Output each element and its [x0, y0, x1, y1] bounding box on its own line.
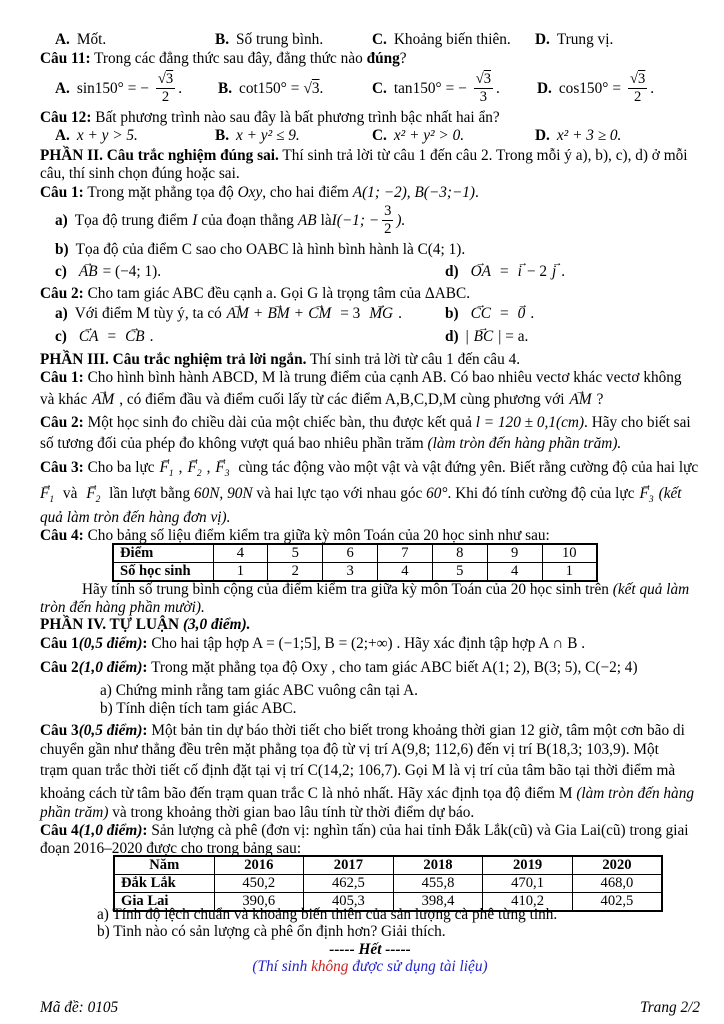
- vector-zero: 0 →: [518, 304, 526, 323]
- vector-F3: $F_3$ →: [215, 458, 229, 484]
- item-letter: c): [55, 328, 67, 345]
- fraction: $\frac{3}{2}$: [384, 203, 392, 237]
- table-cell: 455,8: [393, 875, 483, 893]
- trig-expression: cot150°: [239, 79, 287, 97]
- table-cell: 468,0: [572, 875, 662, 893]
- table-cell: 450,2: [214, 875, 304, 893]
- vector-MG: MG →: [369, 304, 393, 323]
- option-text: Khoảng biến thiên.: [393, 31, 511, 48]
- q10-option-d: [535, 30, 613, 49]
- points-label: (1,0 điểm): [78, 822, 143, 839]
- exam-code: Mã đề: 0105: [40, 999, 119, 1016]
- vector-F1: $F_1$ →: [40, 484, 54, 510]
- p3-q3-line2: $F_1$ → và $F_2$ → lần lượt bằng 60N, 90N và hai lực tạo với nhau góc 60°. Khi đó tính cường độ của lực $F_3$ → (kết: [40, 484, 700, 508]
- page-number: Trang 2/2: [640, 999, 700, 1016]
- exam-note: (Thí sinh không được sử dụng tài liệu): [252, 958, 488, 975]
- table-cell: Năm: [114, 856, 214, 875]
- question-label: Câu 1: [40, 635, 79, 652]
- table-cell: 2016: [214, 856, 304, 875]
- p3-q1-line2: và khác AM → , có điểm đầu và điểm cuối lấy từ các điểm A,B,C,D,M cùng phương với AM → ?: [40, 390, 700, 412]
- section2-heading: PHẦN II. Câu trắc nghiệm đúng sai. Thí sinh trả lời từ câu 1 đến câu 2. Trong mỗi ý a), b), c), d) ở mỗi: [40, 147, 688, 164]
- section4-heading: PHẦN IV. TỰ LUẬN (3,0 điểm).: [40, 616, 251, 633]
- q11-options-row: [40, 68, 700, 108]
- table-cell: Gia Lai: [114, 893, 214, 912]
- table-cell: 5: [268, 544, 323, 563]
- option-letter: B.: [218, 79, 233, 97]
- question-label: Câu 3: [40, 722, 79, 739]
- table-cell: 5: [432, 563, 487, 582]
- vector-CA: CA →: [79, 327, 99, 346]
- option-text: x² + 3 ≥ 0.: [556, 127, 622, 144]
- p3-q1-line1: Câu 1: Cho hình bình hành ABCD, M là trung điểm của cạnh AB. Có bao nhiêu vectơ khác vectơ không: [40, 369, 682, 386]
- option-letter: B.: [215, 127, 230, 144]
- p2-q1-item-c: c) AB → = (−4; 1).: [55, 262, 161, 281]
- end-divider: ----- Hết -----: [329, 941, 411, 958]
- p3-q3-line3: quả làm tròn đến hàng đơn vị).: [40, 509, 231, 526]
- p2-q1-items-cd: [40, 262, 700, 284]
- option-letter: A.: [55, 31, 70, 48]
- question-label: Câu 11:: [40, 50, 91, 67]
- question-label: Câu 3:: [40, 459, 84, 476]
- p2-q1-item-a: a) Tọa độ trung điểm I của đoạn thẳng AB là I(−1; − $\frac{3}{2}$ ).: [55, 203, 406, 237]
- table-cell: 2017: [304, 856, 394, 875]
- p2-q2-item-d: d) | BC → | = a.: [445, 327, 532, 346]
- option-letter: C.: [372, 79, 387, 97]
- sqrt-symbol: √: [475, 71, 484, 88]
- vector-CC: CC →: [471, 304, 491, 323]
- item-letter: c): [55, 263, 67, 280]
- table-cell: 410,2: [483, 893, 573, 912]
- p4-q2-item-a: a) Chứng minh rằng tam giác ABC vuông cân tại A.: [100, 682, 418, 699]
- vector-j: j →: [552, 262, 556, 281]
- table-cell: 402,5: [572, 893, 662, 912]
- table-cell: 4: [378, 563, 433, 582]
- table-cell: 3: [323, 563, 378, 582]
- table-row: [113, 563, 597, 582]
- question-label: Câu 12:: [40, 109, 92, 126]
- p4-q1-stem: Câu 1(0,5 điểm): Cho hai tập hợp A = (−1;5], B = (2;+∞) . Hãy xác định tập hợp A ∩ B .: [40, 635, 586, 652]
- p4-q4-item-b: b) Tinh nào có sản lượng cà phê ổn định hơn? Giải thích.: [97, 923, 446, 940]
- p3-q3-line1: Câu 3: Cho ba lực $F_1$ → , $F_2$ → , $F_3$ → cùng tác động vào một vật và vật đứng yên. Biết rằng cường độ của hai lực: [40, 458, 700, 482]
- sqrt-symbol: √: [629, 71, 638, 88]
- item-letter: d): [445, 328, 459, 345]
- question-label: Câu 4: [40, 822, 79, 839]
- section2-heading-line2: câu, thí sinh chọn đúng hoặc sai.: [40, 165, 240, 182]
- vector-AM: AM →: [92, 390, 114, 409]
- p4-q2-item-b: b) Tính diện tích tam giác ABC.: [100, 700, 297, 717]
- item-letter: a): [55, 305, 68, 322]
- table-cell: 2018: [393, 856, 483, 875]
- vector-F3: $F_3$ →: [640, 484, 654, 510]
- table-cell: 1: [213, 563, 268, 582]
- vector-i: i →: [518, 262, 522, 281]
- vector-AM: AM →: [227, 304, 249, 323]
- q12-option-b: [215, 126, 300, 145]
- vector-BC: BC →: [474, 327, 494, 346]
- vector-OA: OA →: [471, 262, 491, 281]
- vector-F2: $F_2$ →: [86, 484, 100, 510]
- option-letter: B.: [215, 31, 230, 48]
- p4-q4-line2: đoạn 2016–2020 được cho trong bảng sau:: [40, 840, 302, 857]
- table-row: [113, 544, 597, 563]
- option-letter: D.: [535, 127, 550, 144]
- option-letter: D.: [537, 79, 552, 97]
- trig-expression: sin150°: [76, 79, 124, 97]
- point-coordinates: A(1; −2), B(−3;−1): [352, 184, 476, 201]
- p3-q2-line1: Câu 2: Một học sinh đo chiều dài của một chiếc bàn, thu được kết quả l = 120 ± 0,1(cm). Hãy cho biết sai: [40, 414, 691, 431]
- p4-q4-item-a: a) Tính độ lệch chuẩn và khoảng biến thiên của sản lượng cà phê từng tinh.: [97, 906, 558, 923]
- table-cell: 9: [487, 544, 542, 563]
- table-cell: 1: [542, 563, 597, 582]
- q10-option-c: [372, 30, 511, 49]
- table-cell: 390,6: [214, 893, 304, 912]
- table-cell: 6: [323, 544, 378, 563]
- q11-stem: Câu 11: Trong các đẳng thức sau đây, đẳng thức nào đúng?: [40, 50, 407, 67]
- table-cell: 398,4: [393, 893, 483, 912]
- q12-option-a: [55, 126, 138, 145]
- p4-q3-line1: Câu 3(0,5 điểm): Một bản tin dự báo thời tiết cho biết trong khoảng thời gian 12 giờ, tâm một cơn bão di: [40, 722, 685, 739]
- p4-q2-stem: Câu 2(1,0 điểm): Trong mặt phẳng tọa độ Oxy , cho tam giác ABC biết A(1; 2), B(3; 5), C(−2; 4): [40, 659, 638, 676]
- p3-q4-instruction: Hãy tính số trung bình cộng của điểm kiểm tra giữa kỳ môn Toán của 20 học sinh trên (kết quả làm: [82, 581, 690, 598]
- section3-heading: PHẦN III. Câu trắc nghiệm trả lời ngắn. Thí sinh trả lời từ câu 1 đến câu 4.: [40, 351, 521, 368]
- table-row: [114, 856, 662, 875]
- p2-q1-item-b: b) Tọa độ của điểm C sao cho OABC là hình bình hành là C(4; 1).: [55, 241, 466, 258]
- p2-q1-item-d: d) OA → = i → − 2 j → .: [445, 262, 565, 281]
- table-cell: 2: [268, 563, 323, 582]
- abs-bar: |: [465, 328, 469, 345]
- option-text: Số trung bình.: [236, 31, 324, 48]
- p2-q2-item-b: b) CC → = 0 → .: [445, 304, 534, 323]
- table-cell: 405,3: [304, 893, 394, 912]
- table-cell: 10: [542, 544, 597, 563]
- highlighted-word: không: [311, 958, 349, 975]
- table-cell: 2019: [483, 856, 573, 875]
- vector-CB: CB →: [125, 327, 145, 346]
- coffee-table: [113, 855, 663, 912]
- trig-expression: tan150°: [393, 79, 442, 97]
- trig-expression: cos150°: [558, 79, 609, 97]
- table-cell: Điểm: [113, 544, 213, 563]
- option-letter: D.: [535, 31, 550, 48]
- item-letter: b): [55, 241, 69, 258]
- table-cell: 470,1: [483, 875, 573, 893]
- fraction: $\frac{√3}{2}$: [157, 71, 174, 105]
- points-label: (0,5 điểm): [78, 635, 143, 652]
- table-cell: Đắk Lắk: [114, 875, 214, 893]
- abs-bar: |: [498, 328, 502, 345]
- fraction: $\frac{√3}{2}$: [629, 71, 646, 105]
- p2-q2-stem: Câu 2: Cho tam giác ABC đều cạnh a. Gọi G là trọng tâm của ΔABC.: [40, 285, 471, 302]
- q12-option-d: [535, 126, 621, 145]
- table-row: [114, 875, 662, 893]
- p4-q3-line4: khoảng cách từ tâm bão đến trạm quan trắc C là nhỏ nhất. Hãy xác định tọa độ điểm M (làm tròn đến hàng: [40, 785, 695, 802]
- option-text: Trung vị.: [556, 31, 614, 48]
- q12-option-c: [372, 126, 464, 145]
- table-cell: 4: [213, 544, 268, 563]
- q11-option-d: D. cos150° = $\frac{√3}{2}$ .: [537, 71, 655, 105]
- q10-option-b: [215, 30, 323, 49]
- measurement-formula: l = 120 ± 0,1(cm): [475, 414, 585, 431]
- p4-q3-line5: phần trăm) và trong khoảng thời gian bao lâu tính từ thời điểm dự báo.: [40, 804, 475, 821]
- option-letter: C.: [372, 31, 387, 48]
- p4-q4-line1: Câu 4(1,0 điểm): Sản lượng cà phê (đơn vị: nghìn tấn) của hai tỉnh Đắk Lắk(cũ) và Gia Lai(cũ) trong giai: [40, 822, 689, 839]
- vector-BM: BM →: [268, 304, 290, 323]
- sqrt-symbol: √: [157, 71, 166, 88]
- option-text: x + y² ≤ 9.: [236, 127, 300, 144]
- item-letter: d): [445, 263, 459, 280]
- sqrt-symbol: √: [303, 79, 312, 97]
- vector-CM: CM →: [308, 304, 331, 323]
- p3-q4-instruction-line2: tròn đến hàng phần mười).: [40, 599, 205, 616]
- question-label: Câu 2: [40, 659, 79, 676]
- p2-q2-items-cd: [40, 327, 700, 349]
- q12-stem: Câu 12: Bất phương trình nào sau đây là bất phương trình bậc nhất hai ẩn?: [40, 109, 500, 126]
- item-letter: a): [55, 211, 68, 229]
- vector-F2: $F_2$ →: [187, 458, 201, 484]
- vector-AB: AB →: [79, 262, 98, 281]
- q11-option-c: C. tan150° = − $\frac{√3}{3}$ .: [372, 71, 500, 105]
- p2-q2-item-c: c) CA → = CB → .: [55, 327, 153, 346]
- p4-q3-line3: trạm quan trắc thời tiết cố định đặt tại vị trí C(14,2; 106,7). Gọi M là vị trí của tâm bão tại thời điểm mà: [40, 762, 676, 779]
- table-cell: 4: [487, 563, 542, 582]
- points-label: (0,5 điểm): [78, 722, 143, 739]
- p2-q1-stem: Câu 1: Trong mặt phẳng tọa độ Oxy, cho hai điểm A(1; −2), B(−3;−1).: [40, 184, 479, 201]
- option-text: x² + y² > 0.: [393, 127, 465, 144]
- table-cell: 462,5: [304, 875, 394, 893]
- table-cell: 2020: [572, 856, 662, 875]
- vector-F1: $F_1$ →: [160, 458, 174, 484]
- p3-q4-stem: Câu 4: Cho bảng số liệu điểm kiểm tra giữa kỳ môn Toán của 20 học sinh như sau:: [40, 527, 550, 544]
- score-table: [112, 543, 598, 582]
- vector-AM: AM →: [570, 390, 592, 409]
- table-cell: 7: [378, 544, 433, 563]
- q11-option-a: A. sin150° = − $\frac{√3}{2}$ .: [55, 71, 183, 105]
- option-letter: A.: [55, 127, 70, 144]
- table-cell: Số học sinh: [113, 563, 213, 582]
- question-label: Câu 4:: [40, 527, 84, 544]
- question-label: Câu 2:: [40, 414, 84, 431]
- option-text: Mốt.: [76, 31, 107, 48]
- q10-option-a: [55, 30, 106, 49]
- option-letter: C.: [372, 127, 387, 144]
- p3-q2-line2: số tương đối của phép đo không vượt quá bao nhiêu phần trăm (làm tròn đến hàng phần trăm).: [40, 435, 622, 452]
- question-label: Câu 1:: [40, 369, 84, 386]
- question-label: Câu 2:: [40, 285, 84, 302]
- question-label: Câu 1:: [40, 184, 84, 201]
- fraction: $\frac{√3}{3}$: [475, 71, 492, 105]
- p2-q2-item-a: a) Với điểm M tùy ý, ta có AM → + BM → + CM → = 3 MG → .: [55, 304, 402, 323]
- option-text: x + y > 5.: [76, 127, 138, 144]
- q11-option-b: B. cot150° = √ 3 .: [218, 79, 324, 97]
- option-letter: A.: [55, 79, 70, 97]
- points-label: (1,0 điểm): [78, 659, 143, 676]
- item-letter: b): [445, 305, 459, 322]
- p4-q3-line2: chuyển gần như thẳng đều trên mặt phẳng tọa độ từ vị trí A(9,8; 112,6) đến vị trí B(18,3; 103,9). Một: [40, 741, 659, 758]
- table-cell: 8: [432, 544, 487, 563]
